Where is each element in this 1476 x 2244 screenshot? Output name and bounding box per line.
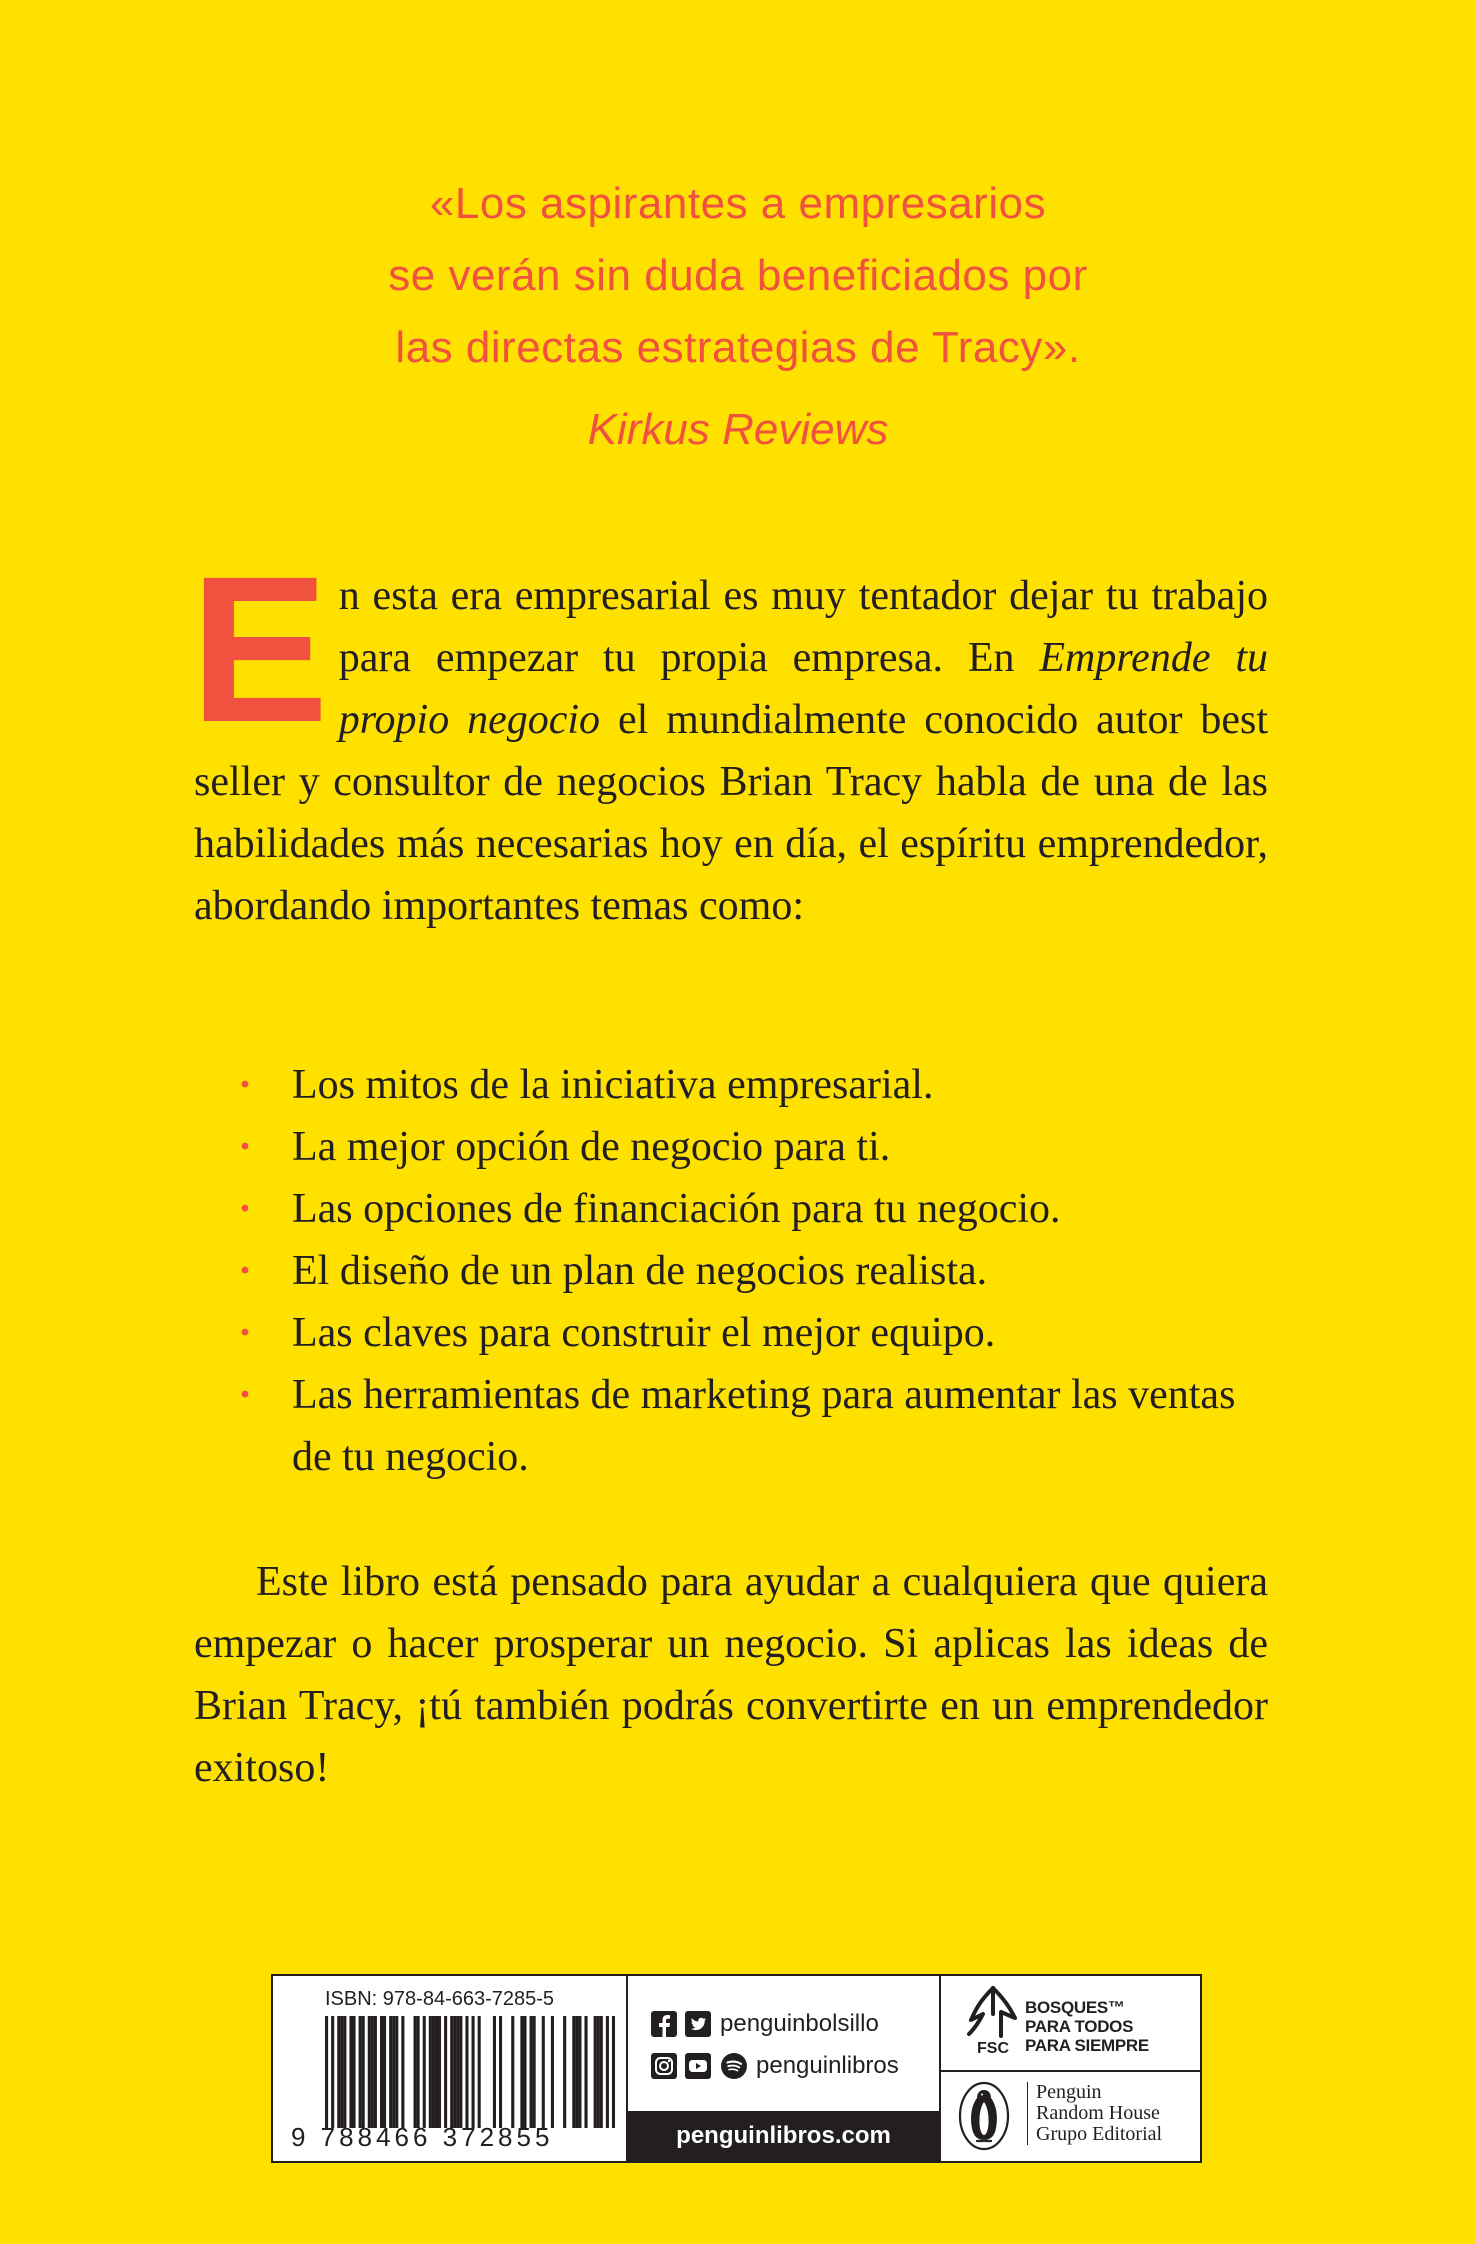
barcode-bar	[551, 2016, 554, 2128]
isbn-label: ISBN: 978-84-663-7285-5	[325, 1988, 555, 2010]
barcode-bar	[600, 2016, 603, 2128]
website-url: penguinlibros.com	[676, 2122, 891, 2149]
list-item: · Las claves para construir el mejor equipo.	[194, 1302, 1268, 1364]
twitter-icon	[684, 2010, 714, 2038]
publisher-line: Random House	[1036, 2102, 1160, 2124]
spotify-icon	[720, 2052, 750, 2080]
quote-line: las directas estrategias de Tracy».	[395, 323, 1081, 372]
list-item: · La mejor opción de negocio para ti.	[194, 1116, 1268, 1178]
barcode-bar	[493, 2016, 496, 2128]
barcode-bar	[414, 2016, 417, 2128]
list-item: · Los mitos de la iniciativa empresarial.	[194, 1054, 1268, 1116]
barcode-bar	[453, 2016, 456, 2128]
youtube-icon	[684, 2052, 714, 2080]
barcode-bar	[392, 2016, 395, 2128]
barcode-bar	[456, 2016, 459, 2128]
barcode-bar	[432, 2016, 435, 2128]
barcode-bar	[389, 2016, 392, 2128]
blurb-quote	[0, 168, 1476, 466]
intro-text-before: n esta era empresarial es muy tentador dejar tu trabajo para empezar tu propia empresa. En	[338, 573, 1268, 681]
barcode-bar	[472, 2016, 475, 2128]
barcode-bar	[438, 2016, 441, 2128]
topics-list	[194, 1054, 1268, 1488]
barcode-bar	[343, 2016, 346, 2128]
barcode-bar	[331, 2016, 334, 2128]
fsc-slogan-line: PARA TODOS	[1025, 2017, 1134, 2036]
logos-block	[941, 1976, 1200, 2161]
barcode-bar	[465, 2016, 468, 2128]
barcode-bar	[359, 2016, 362, 2128]
barcode-bar	[374, 2016, 377, 2128]
list-item: · El diseño de un plan de negocios realista.	[194, 1240, 1268, 1302]
barcode-bar	[606, 2016, 609, 2128]
barcode-bar	[612, 2016, 615, 2128]
publisher-line: Penguin	[1036, 2081, 1102, 2103]
fsc-slogan-line: BOSQUES™	[1025, 1998, 1125, 2017]
barcode-bar	[368, 2016, 371, 2128]
barcode-bar	[371, 2016, 374, 2128]
barcode-bar	[417, 2016, 420, 2128]
list-item: · Las opciones de financiación para tu negocio.	[194, 1178, 1268, 1240]
list-item: · Las herramientas de marketing para aumentar las ventas de tu negocio.	[194, 1364, 1268, 1488]
barcode-bar	[578, 2016, 581, 2128]
barcode-block	[273, 1976, 628, 2161]
barcode-bar	[352, 2016, 355, 2128]
website-bar	[628, 2111, 939, 2161]
barcode-bar	[533, 2016, 536, 2128]
barcode-bar	[511, 2016, 514, 2128]
drop-cap: E	[190, 534, 329, 766]
barcode-bar	[563, 2016, 566, 2128]
barcode-bar	[572, 2016, 575, 2128]
barcode-bar	[575, 2016, 578, 2128]
intro-paragraph	[190, 534, 1268, 937]
fsc-label: FSC	[977, 2040, 1009, 2057]
barcode-bar	[523, 2016, 526, 2128]
barcode-bar	[459, 2016, 462, 2128]
social-row-1	[650, 2010, 879, 2038]
publisher-line: Grupo Editorial	[1036, 2123, 1163, 2145]
barcode-bar	[362, 2016, 365, 2128]
publisher-logo	[941, 2070, 1200, 2161]
barcode-bar	[429, 2016, 432, 2128]
barcode-bar	[478, 2016, 481, 2128]
barcode-bar	[530, 2016, 533, 2128]
penguin-logo-icon	[957, 2080, 1011, 2152]
barcode-bar	[435, 2016, 438, 2128]
social-row-2	[650, 2052, 899, 2080]
fsc-slogan	[1025, 1998, 1149, 2055]
barcode-bar	[337, 2016, 340, 2128]
barcode-bar	[450, 2016, 453, 2128]
barcode-bar	[401, 2016, 404, 2128]
barcode-bars	[325, 2016, 615, 2128]
closing-paragraph: Este libro está pensado para ayudar a cualquiera que quiera empezar o hacer prosperar un negocio. Si aplicas las ideas de Brian Tracy, ¡tú también podrás convertirte en un emprendedor exitoso!	[194, 1559, 1268, 1791]
barcode-bar	[542, 2016, 545, 2128]
barcode-digits: 9 788466 372855	[291, 2122, 554, 2152]
barcode-bar	[520, 2016, 523, 2128]
barcode-bar	[349, 2016, 352, 2128]
facebook-icon	[650, 2010, 678, 2038]
handle-penguinlibros: penguinlibros	[756, 2052, 899, 2079]
imprint-panel	[271, 1974, 1202, 2163]
social-block	[628, 1976, 941, 2161]
intro-text-after: el mundialmente conocido autor best seller y consultor de negocios Brian Tracy habla de una de las habilidades más necesarias hoy en día, el espíritu emprendedor, abordando importantes temas como:	[194, 697, 1268, 929]
handle-penguinbolsillo: penguinbolsillo	[720, 2010, 879, 2037]
barcode-bar	[383, 2016, 386, 2128]
barcode-bar	[584, 2016, 587, 2128]
barcode-bar	[594, 2016, 597, 2128]
quote-line: «Los aspirantes a empresarios	[429, 179, 1047, 228]
barcode-bar	[340, 2016, 343, 2128]
barcode-bar	[597, 2016, 600, 2128]
quote-line: se verán sin duda beneficiados por	[388, 251, 1088, 300]
book-title: Emprende tu propio negocio	[338, 635, 1268, 743]
barcode-bar	[499, 2016, 502, 2128]
barcode-bar	[395, 2016, 398, 2128]
barcode-bar	[380, 2016, 383, 2128]
barcode-bar	[325, 2016, 328, 2128]
barcode-bar	[444, 2016, 447, 2128]
quote-source: Kirkus Reviews	[587, 405, 889, 454]
fsc-tree-icon	[963, 1984, 1027, 2040]
instagram-icon	[650, 2052, 678, 2080]
publisher-name	[1027, 2082, 1162, 2145]
fsc-logo	[941, 1976, 1200, 2072]
barcode-bar	[423, 2016, 426, 2128]
fsc-slogan-line: PARA SIEMPRE	[1025, 2036, 1149, 2055]
